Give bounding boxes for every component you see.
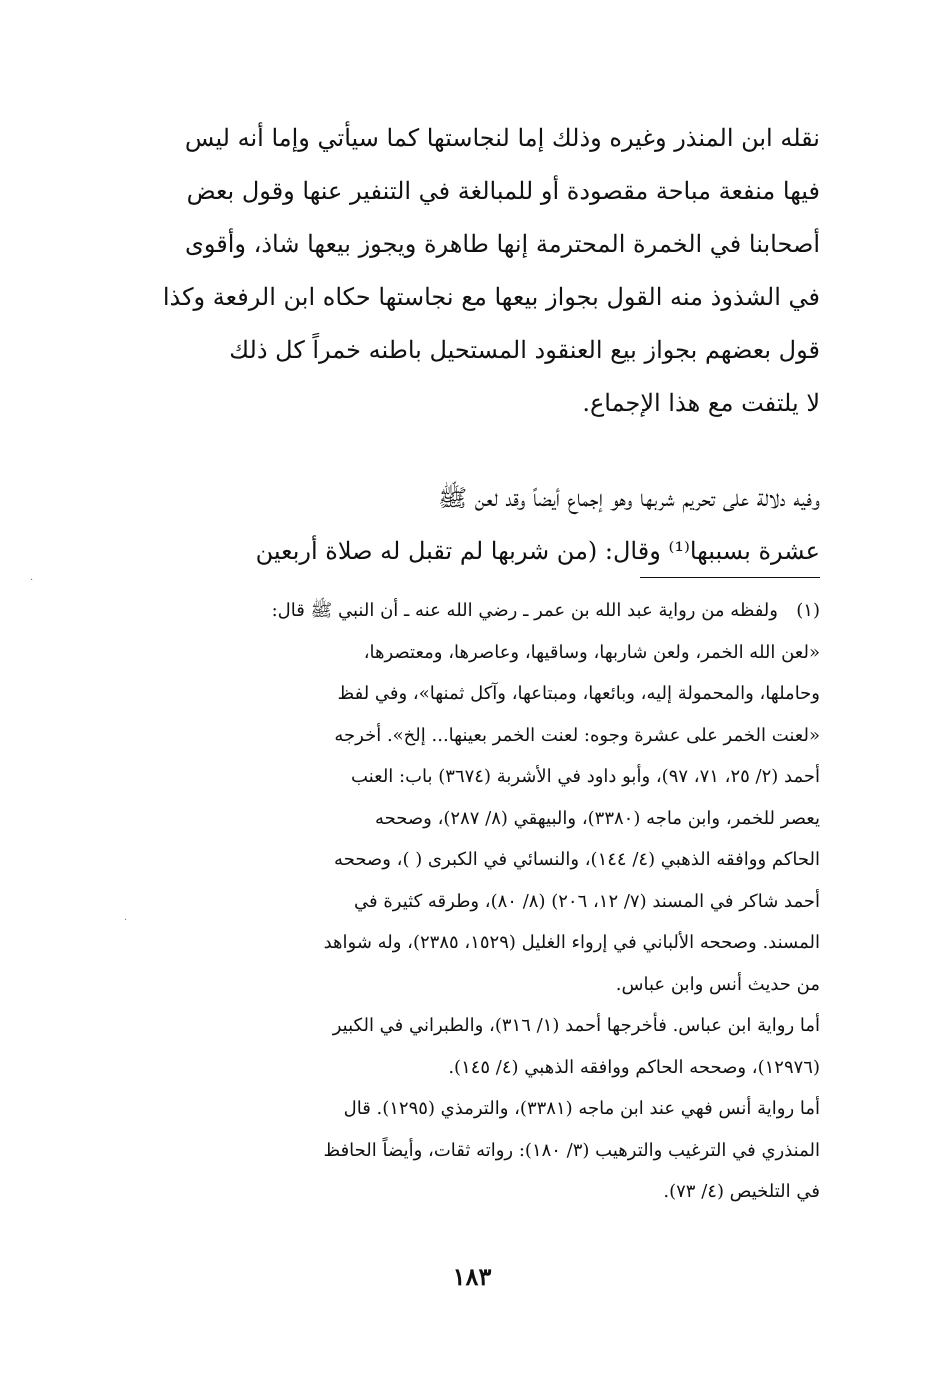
footnote-line: أما رواية ابن عباس. فأخرجها أحمد (١/ ٣١٦)، والطبراني في الكبير (332, 1015, 820, 1036)
footnote-line: يعصر للخمر، وابن ماجه (٣٣٨٠)، والبيهقي (٨/ ٢٨٧)، وصححه (375, 807, 820, 829)
footnotes (120, 590, 820, 1213)
footnote-line: وحاملها، والمحمولة إليه، وبائعها، ومبتاعها، وآكل ثمنها»، وفي لفظ (337, 683, 820, 704)
footnote-line: «لعنت الخمر على عشرة وجوه: لعنت الخمر بعينها... إلخ». أخرجه (334, 724, 820, 746)
footnote-line: (١٢٩٧٦)، وصححه الحاكم ووافقه الذهبي (٤/ ١٤٥). (448, 1056, 820, 1078)
footnote-line: من حديث أنس وابن عباس. (615, 973, 820, 995)
footnote-number: (١) (796, 600, 820, 621)
main-text-line: قول بعضهم بجواز بيع العنقود المستحيل باطنه خمراً كل ذلك (229, 336, 820, 364)
footnote-line: المسند. وصححه الألباني في إرواء الغليل (١٥٢٩، ٢٣٨٥)، وله شواهد (323, 932, 820, 953)
main-text-line: أصحابنا في الخمرة المحترمة إنها طاهرة ويجوز بيعها شاذ، وأقوى (185, 230, 820, 258)
paragraph-gap (120, 430, 820, 472)
scan-speck: · (30, 575, 34, 586)
main-text (120, 112, 820, 578)
footnote-line: المنذري في الترغيب والترهيب (٣/ ١٨٠): رواته ثقات، وأيضاً الحافظ (323, 1139, 820, 1161)
page-number: ١٨٣ (452, 1262, 492, 1291)
main-text-line: نقله ابن المنذر وغيره وذلك إما لنجاستها كما سيأتي وإما أنه ليس (184, 124, 820, 152)
footnote-line: الحاكم ووافقه الذهبي (٤/ ١٤٤)، والنسائي في الكبرى ( )، وصححه (334, 849, 820, 870)
footnote-text: ولفظه من رواية عبد الله بن عمر ـ رضي الله عنه ـ أن النبي ﷺ قال: (271, 600, 778, 621)
footnote-line: «لعن الله الخمر، ولعن شاربها، وساقيها، وعاصرها، ومعتصرها، (363, 641, 820, 663)
footnote-line: أحمد (٢/ ٢٥، ٧١، ٩٧)، وأبو داود في الأشربة (٣٦٧٤) باب: العنب (351, 766, 820, 787)
main-text-line: وفيه دلالة على تحريم شربها وهو إجماع أيضاً وقد لعن ﷺ (438, 484, 820, 512)
main-text-line: فيها منفعة مباحة مقصودة أو للمبالغة في التنفير عنها وقول بعض (186, 177, 820, 205)
footnote-line (120, 590, 820, 632)
main-text-line: في الشذوذ منه القول بجواز بيعها مع نجاستها حكاه ابن الرفعة وكذا (162, 283, 820, 311)
main-text-line: لا يلتفت مع هذا الإجماع. (582, 389, 820, 417)
footnote-line: في التلخيص (٤/ ٧٣). (663, 1181, 820, 1202)
footnote-divider (640, 577, 820, 578)
main-text-line: عشرة بسببها⁽¹⁾ وقال: (من شربها لم تقبل له صلاة أربعين (255, 537, 820, 565)
scan-speck: · (124, 915, 128, 926)
footnote-line: أحمد شاكر في المسند (٧/ ١٢، ٢٠٦) (٨/ ٨٠)، وطرقه كثيرة في (354, 890, 820, 912)
footnote-line: أما رواية أنس فهي عند ابن ماجه (٣٣٨١)، والترمذي (١٢٩٥). قال (343, 1098, 820, 1119)
